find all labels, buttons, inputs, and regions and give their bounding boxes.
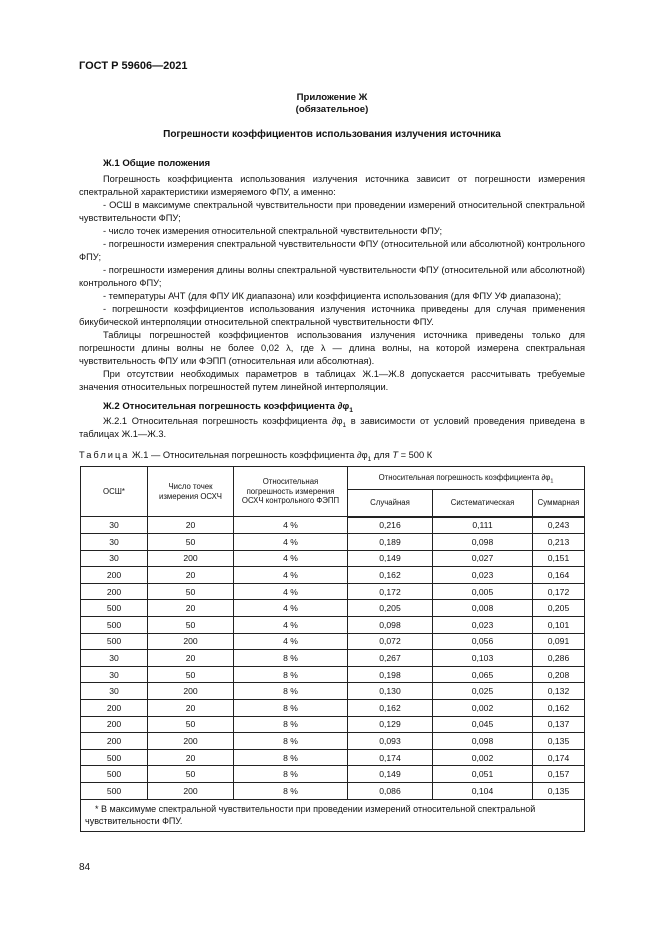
table-cell: 8 %	[234, 766, 348, 783]
table-row	[81, 633, 585, 650]
table-cell: 0,093	[348, 733, 433, 750]
table-cell: 0,023	[433, 567, 533, 584]
table-cell: 0,198	[348, 666, 433, 683]
table-cell: 0,137	[533, 716, 585, 733]
error-table	[80, 466, 585, 832]
header-points: Число точек измерения ОСХЧ	[148, 467, 234, 517]
table-cell: 0,023	[433, 617, 533, 634]
table-cell: 200	[81, 583, 148, 600]
table-cell: 0,056	[433, 633, 533, 650]
table-row	[81, 550, 585, 567]
table-cell: 0,205	[533, 600, 585, 617]
table-cell: 30	[81, 666, 148, 683]
table-row	[81, 766, 585, 783]
table-cell: 0,025	[433, 683, 533, 700]
table-cell: 4 %	[234, 550, 348, 567]
table-cell: 0,103	[433, 650, 533, 667]
table-cell: 200	[148, 683, 234, 700]
table-cell: 0,205	[348, 600, 433, 617]
caption-word: Таблица	[79, 450, 130, 460]
table-cell: 4 %	[234, 633, 348, 650]
table-row	[81, 583, 585, 600]
table-cell: 200	[81, 733, 148, 750]
table-cell: 0,098	[433, 733, 533, 750]
table-cell: 0,189	[348, 534, 433, 551]
table-cell: 20	[148, 650, 234, 667]
table-cell: 0,157	[533, 766, 585, 783]
table-cell: 0,065	[433, 666, 533, 683]
table-cell: 8 %	[234, 749, 348, 766]
section-2-heading	[79, 400, 585, 413]
table-cell: 8 %	[234, 650, 348, 667]
table-cell: 0,008	[433, 600, 533, 617]
section-1-heading: Ж.1 Общие положения	[103, 158, 211, 169]
table-cell: 0,213	[533, 534, 585, 551]
paragraph: - погрешности измерения длины волны спектральной чувствительности ФПУ (относительной или абсолютной) контрольного ФПУ;	[79, 265, 585, 288]
table-cell: 500	[81, 766, 148, 783]
table-cell: 4 %	[234, 583, 348, 600]
table-cell: 0,002	[433, 700, 533, 717]
table-cell: 4 %	[234, 567, 348, 584]
table-cell: 8 %	[234, 733, 348, 750]
table-cell: 0,286	[533, 650, 585, 667]
table-cell: 0,130	[348, 683, 433, 700]
table-cell: 0,151	[533, 550, 585, 567]
table-cell: 50	[148, 534, 234, 551]
table-cell: 30	[81, 683, 148, 700]
group-text: Относительная погрешность коэффициента ∂φ	[378, 473, 551, 483]
section-1-paragraphs	[79, 173, 585, 394]
table-cell: 200	[81, 567, 148, 584]
paragraph: При отсутствии необходимых параметров в таблицах Ж.1—Ж.8 допускается рассчитывать требуемые значения относительных погрешностей путем линейной интерполяции.	[79, 369, 585, 392]
caption-sub: 1	[367, 455, 372, 463]
table-cell: 8 %	[234, 683, 348, 700]
table-cell: 0,162	[533, 700, 585, 717]
table-cell: 200	[148, 733, 234, 750]
table-cell: 0,002	[433, 749, 533, 766]
section-2-paragraph	[79, 415, 585, 441]
table-cell: 4 %	[234, 534, 348, 551]
table-row	[81, 749, 585, 766]
p-text: Ж.2.1 Относительная погрешность коэффициента ∂φ	[103, 416, 343, 426]
table-cell: 0,135	[533, 783, 585, 800]
caption-tail: для	[371, 450, 393, 460]
table-row	[81, 517, 585, 534]
table-cell: 0,098	[433, 534, 533, 551]
table-cell: 0,104	[433, 783, 533, 800]
table-row	[81, 783, 585, 800]
table-cell: 8 %	[234, 666, 348, 683]
table-cell: 20	[148, 517, 234, 534]
table-cell: 8 %	[234, 700, 348, 717]
table-cell: 0,174	[348, 749, 433, 766]
page-number: 84	[79, 861, 91, 873]
paragraph: Погрешность коэффициента использования излучения источника зависит от погрешности измерения спектральной характеристики измеряемого ФПУ, а именно:	[79, 174, 585, 197]
table-cell: 0,086	[348, 783, 433, 800]
table-cell: 0,005	[433, 583, 533, 600]
caption-t: T	[392, 450, 399, 460]
table-cell: 0,208	[533, 666, 585, 683]
table-cell: 50	[148, 766, 234, 783]
table-cell: 8 %	[234, 783, 348, 800]
section-body	[79, 157, 585, 441]
table-cell: 30	[81, 517, 148, 534]
appendix-status: (обязательное)	[295, 104, 369, 115]
table-cell: 200	[148, 550, 234, 567]
table-row	[81, 700, 585, 717]
table-row	[81, 716, 585, 733]
table-row	[81, 733, 585, 750]
table-cell: 500	[81, 600, 148, 617]
table-cell: 500	[81, 617, 148, 634]
caption-end: = 500 К	[398, 450, 433, 460]
header-osh: ОСШ*	[81, 467, 148, 517]
table-cell: 500	[81, 633, 148, 650]
table-cell: 30	[81, 534, 148, 551]
p-text-end: в зависимости от условий проведения приведена в таблицах Ж.1—Ж.3.	[79, 416, 585, 439]
heading-sub: 1	[349, 406, 354, 414]
document-header: ГОСТ Р 59606—2021	[79, 60, 188, 72]
table-cell: 0,267	[348, 650, 433, 667]
table-cell: 50	[148, 583, 234, 600]
table-row	[81, 683, 585, 700]
table-cell: 20	[148, 700, 234, 717]
caption-text: Ж.1 — Относительная погрешность коэффициента ∂φ	[129, 450, 368, 460]
group-sub: 1	[550, 478, 554, 485]
page-content	[79, 157, 585, 913]
table-row	[81, 567, 585, 584]
table-row	[81, 534, 585, 551]
table-cell: 4 %	[234, 617, 348, 634]
table-cell: 0,172	[348, 583, 433, 600]
table-cell: 200	[81, 700, 148, 717]
table-cell: 20	[148, 567, 234, 584]
paragraph: - погрешности коэффициентов использования излучения источника приведены для случая применения бикубической интерполяции относительной спектральной чувствительности ФПУ.	[79, 304, 585, 327]
table-cell: 50	[148, 716, 234, 733]
table-cell: 500	[81, 783, 148, 800]
paragraph: Таблицы погрешностей коэффициентов использования излучения источника приведены только для погрешности длины волны не более 0,02 λ, где λ — длина волны, на которой измерена спектральная чувствительность ФПУ или ФЭПП (относительная или абсолютная).	[79, 330, 585, 366]
table-cell: 20	[148, 600, 234, 617]
table-cell: 50	[148, 617, 234, 634]
table-cell: 0,149	[348, 550, 433, 567]
table-footnote: * В максимуме спектральной чувствительности при проведении измерений относительной спектральной чувствительности ФПУ.	[81, 799, 585, 831]
table-cell: 0,027	[433, 550, 533, 567]
table-cell: 30	[81, 550, 148, 567]
table-cell: 0,174	[533, 749, 585, 766]
paragraph: - погрешности измерения спектральной чувствительности ФПУ (относительной или абсолютной) контрольного ФПУ;	[79, 239, 585, 262]
header-rel-err: Относительная погрешность измерения ОСХЧ контрольного ФЭПП	[234, 467, 348, 517]
table-row	[81, 600, 585, 617]
table-cell: 0,172	[533, 583, 585, 600]
table-cell: 20	[148, 749, 234, 766]
table-cell: 0,135	[533, 733, 585, 750]
table-cell: 0,051	[433, 766, 533, 783]
table-cell: 0,243	[533, 517, 585, 534]
table-cell: 50	[148, 666, 234, 683]
header-total: Суммарная	[533, 490, 585, 517]
table-cell: 0,091	[533, 633, 585, 650]
table-cell: 0,101	[533, 617, 585, 634]
header-systematic: Систематическая	[433, 490, 533, 517]
table-caption	[79, 449, 585, 462]
table-cell: 200	[148, 783, 234, 800]
table-cell: 0,132	[533, 683, 585, 700]
header-random: Случайная	[348, 490, 433, 517]
table-cell: 0,162	[348, 567, 433, 584]
heading-text: Ж.2 Относительная погрешность коэффициента ∂φ	[103, 401, 350, 412]
paragraph: - ОСШ в максимуме спектральной чувствительности при проведении измерений относительной спектральной чувствительности ФПУ;	[79, 200, 585, 223]
appendix-heading: Погрешности коэффициентов использования излучения источника	[163, 129, 501, 140]
table-cell: 0,164	[533, 567, 585, 584]
table-cell: 0,149	[348, 766, 433, 783]
table-cell: 8 %	[234, 716, 348, 733]
table-row	[81, 617, 585, 634]
table-cell: 0,216	[348, 517, 433, 534]
header-group	[348, 467, 585, 490]
table-cell: 0,111	[433, 517, 533, 534]
table-cell: 0,129	[348, 716, 433, 733]
paragraph: - температуры АЧТ (для ФПУ ИК диапазона) или коэффициента использования (для ФПУ УФ диапазона);	[103, 291, 562, 301]
table-cell: 30	[81, 650, 148, 667]
table-cell: 0,045	[433, 716, 533, 733]
table-row	[81, 650, 585, 667]
appendix-title: Приложение Ж	[296, 92, 368, 103]
table-cell: 0,162	[348, 700, 433, 717]
table-row	[81, 666, 585, 683]
table-cell: 200	[81, 716, 148, 733]
table-cell: 200	[148, 633, 234, 650]
table-cell: 0,098	[348, 617, 433, 634]
table-cell: 4 %	[234, 517, 348, 534]
table-cell: 500	[81, 749, 148, 766]
table-cell: 0,072	[348, 633, 433, 650]
paragraph: - число точек измерения относительной спектральной чувствительности ФПУ;	[103, 226, 443, 236]
table-cell: 4 %	[234, 600, 348, 617]
p-sub: 1	[342, 421, 347, 429]
